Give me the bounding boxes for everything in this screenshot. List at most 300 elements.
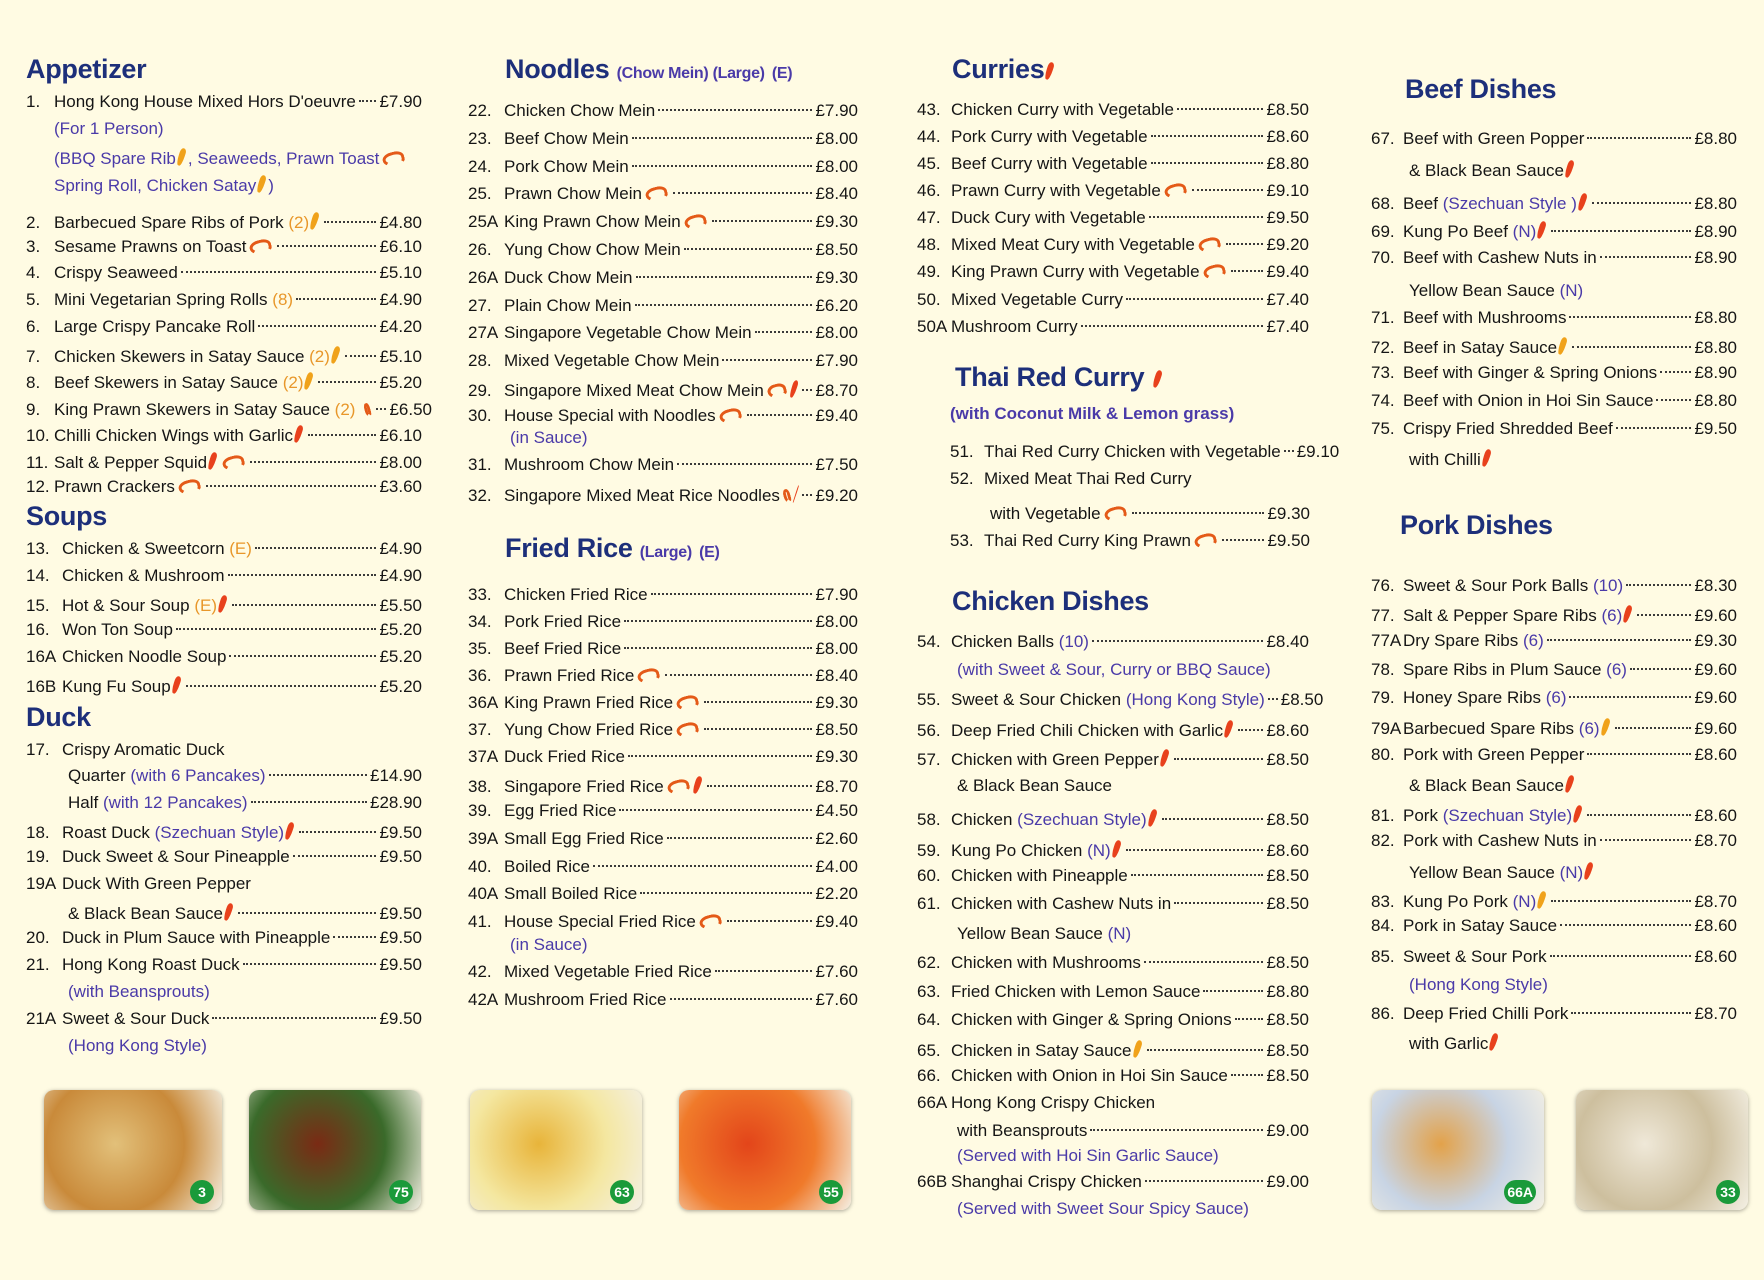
leader-dots (1616, 427, 1692, 429)
item-note: (N) (1559, 863, 1584, 882)
item-price: £6.50 (389, 400, 432, 419)
menu-item (1371, 391, 1737, 415)
item-note: (Szechuan Style) (154, 823, 285, 842)
item-number: 73. (1371, 363, 1395, 382)
item-name: Pork in Satay Sauce (1403, 916, 1558, 935)
item-number: 72. (1371, 338, 1395, 357)
item-price: £8.80 (1694, 129, 1737, 148)
item-price: £9.40 (815, 406, 858, 425)
item-name: & Black Bean Sauce (68, 904, 223, 923)
item-name: Beef with Ginger & Spring Onions (1403, 363, 1658, 382)
dish-number-badge: 63 (610, 1180, 634, 1204)
menu-item (1371, 831, 1737, 855)
item-price: £8.60 (1266, 721, 1309, 740)
item-note: (E) (194, 596, 217, 615)
mild-chili-icon (355, 399, 361, 416)
prawn-icon (1202, 262, 1227, 281)
menu-item (1371, 308, 1737, 332)
item-name: Sweet & Sour Pork (1403, 947, 1547, 966)
menu-item (917, 235, 1309, 259)
item-name: Crispy Aromatic Duck (62, 740, 225, 759)
section-heading: Chicken Dishes (952, 586, 1149, 616)
item-number: 27. (468, 296, 492, 315)
leader-dots (1192, 189, 1264, 191)
item-name: Barbecued Spare Ribs of Pork (54, 213, 284, 232)
menu-item-detail (1371, 281, 1737, 305)
leader-dots (1284, 450, 1294, 452)
chili-icon (1110, 839, 1121, 858)
leader-dots (1630, 668, 1692, 670)
item-price: £8.90 (1694, 363, 1737, 382)
section-heading: Curries (952, 54, 1045, 84)
menu-item (1371, 248, 1737, 272)
leader-dots (1144, 961, 1264, 963)
menu-item (917, 718, 1309, 742)
menu-item (917, 866, 1309, 890)
menu-item (1371, 688, 1737, 712)
item-number: 64. (917, 1010, 941, 1029)
item-price: £9.30 (815, 268, 858, 287)
item-price: £8.80 (1266, 154, 1309, 173)
menu-item-detail (1371, 447, 1737, 471)
item-note: (6) (1523, 631, 1544, 650)
leader-dots (258, 325, 376, 327)
item-price: £8.80 (1694, 338, 1737, 357)
item-note: (Szechuan Style ) (1442, 194, 1577, 213)
leader-dots (1626, 584, 1691, 586)
item-price: £9.50 (379, 904, 422, 923)
item-number: 40A (468, 884, 499, 903)
item-name: Sweet & Sour Duck (62, 1009, 210, 1028)
leader-dots (1235, 1018, 1264, 1020)
item-description (54, 173, 274, 196)
item-name: Large Crispy Pancake Roll (54, 317, 256, 336)
item-number: 66. (917, 1066, 941, 1085)
item-price: £5.10 (379, 263, 422, 282)
item-price: £9.50 (1267, 531, 1310, 550)
section-heading: Soups (26, 501, 108, 531)
leader-dots (635, 304, 813, 306)
item-number: 59. (917, 841, 941, 860)
leader-dots (318, 381, 376, 383)
item-name: Mixed Meat Thai Red Curry (984, 469, 1192, 488)
prawn-icon (381, 149, 406, 168)
item-number: 25. (468, 184, 492, 203)
item-number: 46. (917, 181, 941, 200)
menu-item (26, 263, 422, 287)
leader-dots (1151, 162, 1264, 164)
item-number: 67. (1371, 129, 1395, 148)
menu-item (917, 953, 1309, 977)
item-price: £8.80 (1694, 391, 1737, 410)
prawn-icon (221, 453, 246, 472)
menu-item (1371, 889, 1737, 913)
dish-photo (1372, 1090, 1544, 1210)
menu-item (917, 838, 1309, 862)
leader-dots (243, 963, 377, 965)
leader-dots (359, 100, 377, 102)
item-price: £8.60 (1694, 745, 1737, 764)
item-name: Hot & Sour Soup (62, 596, 190, 615)
item-number: 75. (1371, 419, 1395, 438)
menu-item (917, 127, 1309, 151)
item-number: 71. (1371, 308, 1395, 327)
item-name: Egg Fried Rice (504, 801, 617, 820)
chili-icon (1044, 61, 1055, 80)
item-number: 15. (26, 596, 50, 615)
item-name: Barbecued Spare Ribs (1403, 719, 1575, 738)
chili-icon (207, 451, 218, 470)
item-name: Singapore Fried Rice (504, 777, 664, 796)
item-price: £8.50 (1266, 1010, 1309, 1029)
menu-item (950, 504, 1310, 528)
menu-item (468, 268, 858, 292)
leader-dots (1547, 639, 1692, 641)
section-heading: Pork Dishes (1400, 510, 1553, 540)
menu-item (468, 774, 858, 798)
leader-dots (636, 276, 813, 278)
friedrice-title (505, 533, 720, 564)
leader-dots (677, 463, 812, 465)
leader-dots (1081, 325, 1264, 327)
item-number: 43. (917, 100, 941, 119)
item-note: (10) (1592, 576, 1624, 595)
item-name: Beef with Mushrooms (1403, 308, 1567, 327)
menu-item (917, 894, 1309, 918)
item-number: 29. (468, 381, 492, 400)
menu-item-detail (917, 1199, 1309, 1223)
item-name: Duck Chow Mein (504, 268, 633, 287)
item-name: Beef Chow Mein (504, 129, 629, 148)
item-price: £4.50 (815, 801, 858, 820)
item-name: Plain Chow Mein (504, 296, 632, 315)
menu-item-detail (917, 660, 1309, 684)
menu-item-detail (1371, 773, 1737, 797)
menu-item (26, 1009, 422, 1033)
item-number: 13. (26, 539, 50, 558)
menu-item (917, 982, 1309, 1006)
prawn-icon (782, 488, 792, 503)
item-note: (N) (1512, 222, 1537, 241)
item-note: (2) (282, 373, 304, 392)
item-price: £8.50 (1266, 810, 1309, 829)
menu-item (917, 1010, 1309, 1034)
menu-item (468, 747, 858, 771)
item-number: 26. (468, 240, 492, 259)
item-number: 36. (468, 666, 492, 685)
item-price: £8.60 (1266, 127, 1309, 146)
item-number: 21A (26, 1009, 57, 1028)
leader-dots (712, 220, 813, 222)
item-price: £9.60 (1694, 606, 1737, 625)
chili-icon (1146, 808, 1157, 827)
prawn-icon (1163, 181, 1188, 200)
item-price: £7.90 (815, 101, 858, 120)
item-number: 65. (917, 1041, 941, 1060)
mild-chili-icon (1536, 890, 1547, 909)
item-number: 39A (468, 829, 499, 848)
menu-item (26, 740, 422, 764)
item-name: Salt & Pepper Spare Ribs (1403, 606, 1597, 625)
item-price: £4.90 (379, 566, 422, 585)
item-number: 9. (26, 400, 41, 419)
leader-dots (1151, 135, 1264, 137)
chili-icon (1488, 1032, 1499, 1051)
item-price: £9.50 (379, 847, 422, 866)
item-name: King Prawn Curry with Vegetable (951, 262, 1200, 281)
prawn-icon (363, 402, 372, 417)
menu-item (26, 928, 422, 952)
item-number: 10. (26, 426, 50, 445)
menu-item (26, 820, 422, 844)
item-name: Crispy Seaweed (54, 263, 178, 282)
item-name: Chicken & Mushroom (62, 566, 225, 585)
leader-dots (176, 628, 377, 630)
menu-item (917, 1038, 1309, 1062)
leader-dots (1222, 539, 1265, 541)
item-price: £8.00 (815, 639, 858, 658)
item-price: £4.80 (379, 213, 422, 232)
leader-dots (658, 109, 812, 111)
item-price: £8.60 (1694, 947, 1737, 966)
menu-item (917, 317, 1309, 341)
item-name: Chicken Balls (951, 632, 1054, 651)
menu-item (1371, 660, 1737, 684)
leader-dots (704, 728, 812, 730)
leader-dots (665, 674, 812, 676)
item-number: 86. (1371, 1004, 1395, 1023)
menu-item (917, 208, 1309, 232)
item-price: £8.50 (815, 240, 858, 259)
item-number: 62. (917, 953, 941, 972)
item-price: £9.10 (1266, 181, 1309, 200)
item-price: £5.20 (379, 620, 422, 639)
item-price: £9.40 (815, 912, 858, 931)
item-name: Shanghai Crispy Chicken (951, 1172, 1142, 1191)
menu-item (26, 593, 422, 617)
leader-dots (1571, 1012, 1691, 1014)
menu-item (917, 100, 1309, 124)
item-name: Chicken Noodle Soup (62, 647, 227, 666)
egg-note: (E) (699, 544, 720, 561)
menu-item-detail (468, 428, 858, 452)
leader-dots (296, 298, 376, 300)
item-number: 16. (26, 620, 50, 639)
leader-dots (747, 414, 813, 416)
item-number: 82. (1371, 831, 1395, 850)
leader-dots (667, 837, 813, 839)
menu-item (917, 181, 1309, 205)
item-name: Pork with Cashew Nuts in (1403, 831, 1597, 850)
item-name: Thai Red Curry Chicken with Vegetable (984, 442, 1281, 461)
item-name: Beef with Cashew Nuts in (1403, 248, 1597, 267)
leader-dots (755, 331, 813, 333)
item-price: £7.40 (1266, 317, 1309, 336)
item-name: Deep Fried Chilli Pork (1403, 1004, 1569, 1023)
leader-dots (619, 809, 812, 811)
menu-item (468, 406, 858, 430)
leader-dots (1660, 371, 1691, 373)
prawn-icon (675, 720, 700, 739)
menu-item (917, 807, 1309, 831)
item-price: £9.50 (379, 1009, 422, 1028)
dish-photo (1576, 1090, 1748, 1210)
item-name: (in Sauce) (510, 428, 588, 447)
item-name: Fried Chicken with Lemon Sauce (951, 982, 1201, 1001)
item-number: 3. (26, 237, 41, 256)
prawn-icon (1197, 235, 1222, 254)
leader-dots (1145, 1180, 1264, 1182)
item-price: £8.50 (1266, 953, 1309, 972)
item-number: 5. (26, 290, 41, 309)
menu-item (468, 240, 858, 264)
item-number: 60. (917, 866, 941, 885)
item-name: Won Ton Soup (62, 620, 173, 639)
leader-dots (673, 192, 813, 194)
menu-item (26, 847, 422, 871)
item-name: Singapore Vegetable Chow Mein (504, 323, 752, 342)
item-number: 50. (917, 290, 941, 309)
menu-item (917, 262, 1309, 286)
prawn-icon (766, 382, 788, 400)
item-description (54, 146, 407, 169)
item-note: (N) (1087, 841, 1111, 860)
section-heading: Noodles (505, 54, 610, 84)
item-name: Singapore Mixed Meat Rice Noodles (504, 486, 780, 505)
menu-item (26, 397, 432, 421)
menu-item (950, 469, 1310, 493)
item-number: 41. (468, 912, 492, 931)
item-note: (with 12 Pancakes) (102, 793, 248, 812)
item-name: King Prawn Skewers in Satay Sauce (54, 400, 330, 419)
item-number: 74. (1371, 391, 1395, 410)
mild-chili-icon (256, 174, 267, 193)
menu-item (917, 747, 1309, 771)
leader-dots (229, 655, 376, 657)
item-price: £8.00 (815, 323, 858, 342)
item-price: £8.50 (1266, 894, 1309, 913)
menu-item (917, 290, 1309, 314)
leader-dots (232, 604, 376, 606)
menu-item (26, 955, 422, 979)
section-subtitle: (Chow Mein) (Large) (616, 65, 765, 82)
item-number: 27A (468, 323, 499, 342)
leader-dots (277, 245, 376, 247)
item-name: Mixed Vegetable Curry (951, 290, 1123, 309)
menu-item (917, 1066, 1309, 1090)
item-name: Sweet & Sour Pork Balls (1403, 576, 1589, 595)
dish-photo (679, 1090, 851, 1210)
item-number: 57. (917, 750, 941, 769)
prawn-icon (1193, 531, 1218, 550)
item-number: 40. (468, 857, 492, 876)
item-number: 66A (917, 1093, 948, 1112)
item-name: Mixed Vegetable Chow Mein (504, 351, 720, 370)
item-number: 80. (1371, 745, 1395, 764)
menu-item (917, 1172, 1309, 1196)
menu-item (26, 766, 422, 790)
menu-item (468, 296, 858, 320)
leader-dots (624, 620, 812, 622)
item-price: £8.70 (1694, 892, 1737, 911)
item-number: 31. (468, 455, 492, 474)
item-number: 48. (917, 235, 941, 254)
item-number: 50A (917, 317, 948, 336)
item-number: 21. (26, 955, 50, 974)
item-price: £14.90 (370, 766, 422, 785)
leader-dots (628, 755, 813, 757)
beef-title (1405, 74, 1556, 105)
duck-title (26, 702, 91, 733)
section-subtitle: (Large) (639, 544, 692, 561)
item-price: £9.30 (1694, 631, 1737, 650)
menu-item (468, 720, 858, 744)
leader-dots (802, 389, 812, 391)
leader-dots (722, 359, 812, 361)
menu-item (1371, 947, 1737, 971)
menu-item (26, 620, 422, 644)
leader-dots (684, 248, 813, 250)
item-number: 19. (26, 847, 50, 866)
item-price: £8.90 (1694, 248, 1737, 267)
item-name: King Prawn Fried Rice (504, 693, 674, 712)
chili-icon (691, 775, 702, 794)
leader-dots (1592, 202, 1692, 204)
menu-item (917, 154, 1309, 178)
item-number: 20. (26, 928, 50, 947)
menu-item (26, 92, 422, 116)
item-name: Pork Curry with Vegetable (951, 127, 1148, 146)
item-number: 77A (1371, 631, 1402, 650)
item-name: Mixed Meat Cury with Vegetable (951, 235, 1195, 254)
dish-number-badge: 3 (190, 1180, 214, 1204)
prawn-icon (177, 477, 202, 496)
menu-item (26, 566, 422, 590)
item-number: 12. (26, 477, 50, 496)
item-price: £8.60 (1266, 841, 1309, 860)
leader-dots (212, 1017, 376, 1019)
item-number: 53. (950, 531, 974, 550)
mild-chili-icon (309, 211, 320, 230)
menu-item (468, 990, 858, 1014)
leader-dots (1126, 849, 1264, 851)
item-price: £4.90 (379, 539, 422, 558)
chicken-title (952, 586, 1149, 617)
item-price: £5.10 (379, 347, 422, 366)
leader-dots (1637, 614, 1691, 616)
item-name: (Hong Kong Style) (68, 1036, 207, 1055)
item-price: £6.10 (379, 237, 422, 256)
egg-note: (E) (771, 65, 793, 82)
leader-dots (715, 970, 813, 972)
item-name: Kung Po Pork (1403, 892, 1508, 911)
menu-item (468, 184, 858, 208)
menu-item-detail (917, 776, 1309, 800)
item-number: 76. (1371, 576, 1395, 595)
item-price: £2.60 (815, 829, 858, 848)
item-name: & Black Bean Sauce (1409, 161, 1564, 180)
item-name: (Served with Sweet Sour Spicy Sauce) (957, 1199, 1249, 1218)
menu-item (1371, 1004, 1737, 1028)
thai-subtitle: (with Coconut Milk & Lemon grass) (950, 404, 1235, 423)
menu-item (1371, 335, 1737, 359)
menu-item (26, 793, 422, 817)
item-price: £7.60 (815, 990, 858, 1009)
leader-dots (727, 920, 813, 922)
menu-item (468, 483, 858, 507)
menu-item (468, 157, 858, 181)
menu-item (26, 344, 422, 368)
